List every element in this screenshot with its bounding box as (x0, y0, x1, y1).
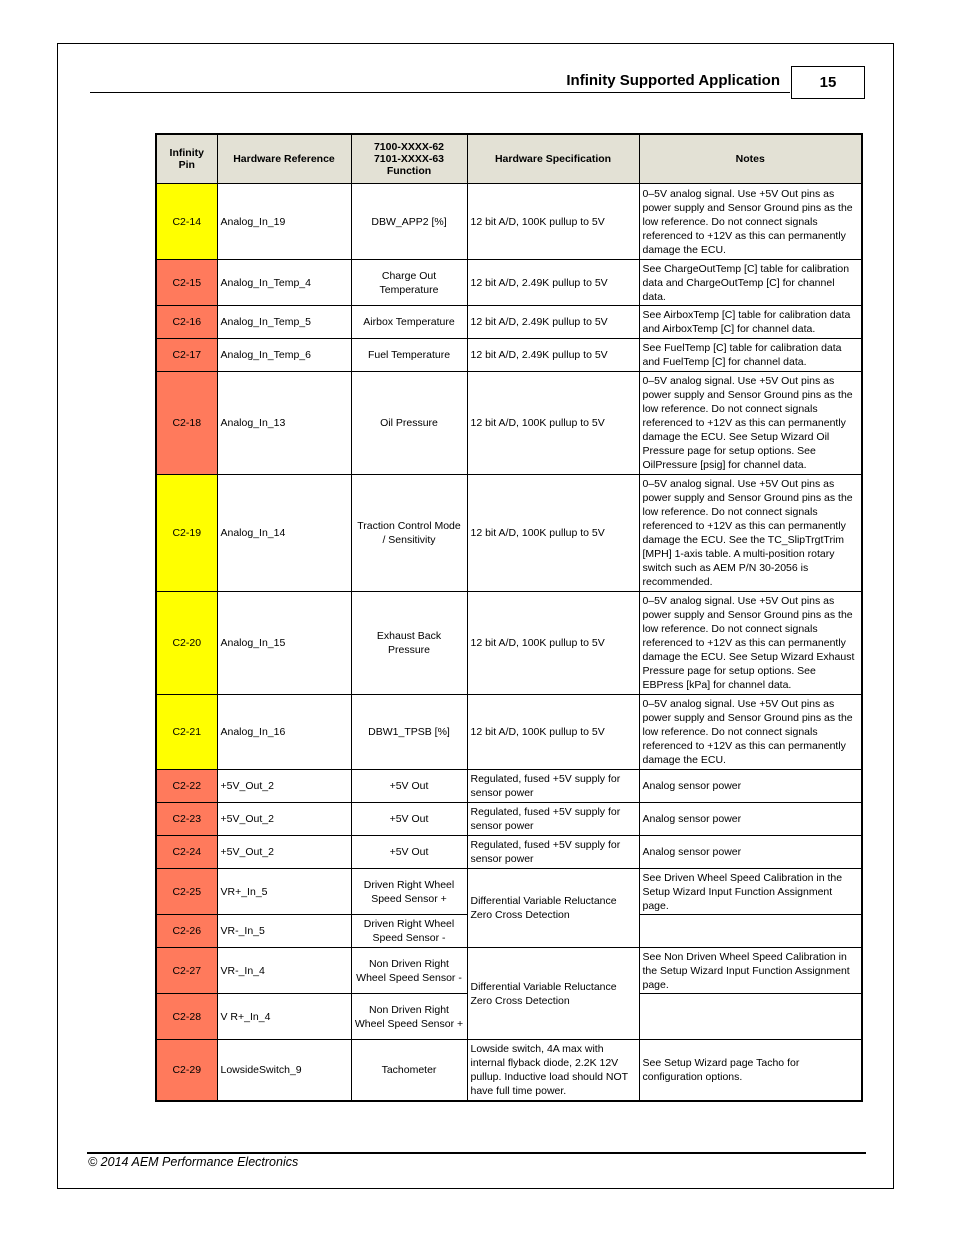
pin-cell: C2-22 (156, 770, 217, 803)
notes-cell: 0–5V analog signal. Use +5V Out pins as power supply and Sensor Ground pins as the low reference. Do not connect signals referenced to +12V as this can permanently damage the ECU. See Setup Wizard Oil Pressure page for setup options. See OilPressure [psig] for channel data. (639, 372, 862, 475)
hardware-specification-cell: 12 bit A/D, 100K pullup to 5V (467, 592, 639, 695)
hardware-reference-cell: VR+_In_5 (217, 869, 351, 915)
notes-cell: See Non Driven Wheel Speed Calibration in the Setup Wizard Input Function Assignment page. (639, 948, 862, 994)
hardware-reference-cell: LowsideSwitch_9 (217, 1040, 351, 1101)
pin-cell: C2-29 (156, 1040, 217, 1101)
header-hardware-reference: Hardware Reference (217, 134, 351, 184)
hardware-reference-cell: Analog_In_13 (217, 372, 351, 475)
function-cell: Exhaust Back Pressure (351, 592, 467, 695)
hardware-reference-cell: VR-_In_5 (217, 915, 351, 948)
hardware-reference-cell: Analog_In_15 (217, 592, 351, 695)
table-header-row (156, 134, 862, 184)
pin-assignment-table (155, 133, 863, 1102)
table-row (156, 184, 862, 260)
header-pin-line2: Pin (178, 159, 195, 171)
notes-cell (639, 915, 862, 948)
hardware-reference-cell: V R+_In_4 (217, 994, 351, 1040)
table-row (156, 836, 862, 869)
hardware-specification-cell: Differential Variable Reluctance Zero Cross Detection (467, 948, 639, 1040)
notes-cell (639, 994, 862, 1040)
function-cell: Airbox Temperature (351, 306, 467, 339)
header-infinity-pin (156, 134, 217, 184)
table-row (156, 869, 862, 915)
hardware-reference-cell: Analog_In_14 (217, 475, 351, 592)
pin-cell: C2-25 (156, 869, 217, 915)
notes-cell: 0–5V analog signal. Use +5V Out pins as power supply and Sensor Ground pins as the low reference. Do not connect signals referenced to +12V as this can permanently damage the ECU. (639, 184, 862, 260)
hardware-reference-cell: Analog_In_19 (217, 184, 351, 260)
header-function-line1: 7100-XXXX-62 (373, 141, 445, 153)
table-row (156, 695, 862, 770)
pin-cell: C2-27 (156, 948, 217, 994)
notes-cell: See Driven Wheel Speed Calibration in the Setup Wizard Input Function Assignment page. (639, 869, 862, 915)
pin-cell: C2-21 (156, 695, 217, 770)
hardware-specification-cell: Regulated, fused +5V supply for sensor power (467, 803, 639, 836)
pin-cell: C2-16 (156, 306, 217, 339)
hardware-specification-cell: 12 bit A/D, 100K pullup to 5V (467, 695, 639, 770)
header-notes: Notes (639, 134, 862, 184)
hardware-reference-cell: +5V_Out_2 (217, 803, 351, 836)
function-cell: +5V Out (351, 836, 467, 869)
hardware-specification-cell: Regulated, fused +5V supply for sensor power (467, 836, 639, 869)
table-row (156, 306, 862, 339)
notes-cell: See Setup Wizard page Tacho for configuration options. (639, 1040, 862, 1101)
function-cell: Oil Pressure (351, 372, 467, 475)
table-row (156, 948, 862, 994)
hardware-specification-cell: Lowside switch, 4A max with internal flyback diode, 2.2K 12V pullup. Inductive load should NOT have full time power. (467, 1040, 639, 1101)
footer-divider (87, 1152, 866, 1154)
hardware-specification-cell: Regulated, fused +5V supply for sensor power (467, 770, 639, 803)
notes-cell: Analog sensor power (639, 803, 862, 836)
function-cell: Tachometer (351, 1040, 467, 1101)
function-cell: Driven Right Wheel Speed Sensor + (351, 869, 467, 915)
notes-cell: 0–5V analog signal. Use +5V Out pins as power supply and Sensor Ground pins as the low reference. Do not connect signals referenced to +12V as this can permanently damage the ECU. See Setup Wizard Exhaust Pressure page for setup options. See EBPress [kPa] for channel data. (639, 592, 862, 695)
function-cell: +5V Out (351, 803, 467, 836)
pin-cell: C2-26 (156, 915, 217, 948)
function-cell: DBW_APP2 [%] (351, 184, 467, 260)
pin-cell: C2-20 (156, 592, 217, 695)
header-function (351, 134, 467, 184)
table-row (156, 339, 862, 372)
hardware-reference-cell: Analog_In_Temp_5 (217, 306, 351, 339)
page-header-title: Infinity Supported Application (566, 72, 780, 89)
function-cell: Charge Out Temperature (351, 260, 467, 306)
pin-cell: C2-18 (156, 372, 217, 475)
table-row (156, 372, 862, 475)
hardware-reference-cell: +5V_Out_2 (217, 836, 351, 869)
function-cell: Non Driven Right Wheel Speed Sensor + (351, 994, 467, 1040)
hardware-specification-cell: 12 bit A/D, 100K pullup to 5V (467, 475, 639, 592)
hardware-reference-cell: Analog_In_Temp_4 (217, 260, 351, 306)
pin-cell: C2-19 (156, 475, 217, 592)
function-cell: Fuel Temperature (351, 339, 467, 372)
table-row (156, 1040, 862, 1101)
notes-cell: See FuelTemp [C] table for calibration data and FuelTemp [C] for channel data. (639, 339, 862, 372)
hardware-specification-cell: 12 bit A/D, 100K pullup to 5V (467, 372, 639, 475)
hardware-specification-cell: Differential Variable Reluctance Zero Cross Detection (467, 869, 639, 948)
notes-cell: See ChargeOutTemp [C] table for calibration data and ChargeOutTemp [C] for channel data. (639, 260, 862, 306)
header-function-line3: Function (386, 165, 432, 177)
hardware-specification-cell: 12 bit A/D, 100K pullup to 5V (467, 184, 639, 260)
notes-cell: Analog sensor power (639, 836, 862, 869)
pin-cell: C2-23 (156, 803, 217, 836)
table-row (156, 803, 862, 836)
pin-cell: C2-14 (156, 184, 217, 260)
pin-cell: C2-28 (156, 994, 217, 1040)
hardware-reference-cell: +5V_Out_2 (217, 770, 351, 803)
notes-cell: See AirboxTemp [C] table for calibration data and AirboxTemp [C] for channel data. (639, 306, 862, 339)
notes-cell: Analog sensor power (639, 770, 862, 803)
table-row (156, 475, 862, 592)
hardware-reference-cell: Analog_In_16 (217, 695, 351, 770)
table-row (156, 770, 862, 803)
pin-cell: C2-15 (156, 260, 217, 306)
hardware-reference-cell: Analog_In_Temp_6 (217, 339, 351, 372)
table-row (156, 260, 862, 306)
footer-copyright: © 2014 AEM Performance Electronics (88, 1155, 299, 1169)
notes-cell: 0–5V analog signal. Use +5V Out pins as power supply and Sensor Ground pins as the low reference. Do not connect signals referenced to +12V as this can permanently damage the ECU. (639, 695, 862, 770)
pin-cell: C2-17 (156, 339, 217, 372)
header-pin-line1: Infinity (169, 147, 204, 159)
notes-cell: 0–5V analog signal. Use +5V Out pins as power supply and Sensor Ground pins as the low reference. Do not connect signals referenced to +12V as this can permanently damage the ECU. See the TC_SlipTrgtTrim [MPH] 1-axis table. A multi-position rotary switch such as AEM P/N 30-2056 is recommended. (639, 475, 862, 592)
hardware-specification-cell: 12 bit A/D, 2.49K pullup to 5V (467, 339, 639, 372)
pin-cell: C2-24 (156, 836, 217, 869)
function-cell: Driven Right Wheel Speed Sensor - (351, 915, 467, 948)
hardware-reference-cell: VR-_In_4 (217, 948, 351, 994)
function-cell: Traction Control Mode / Sensitivity (351, 475, 467, 592)
function-cell: DBW1_TPSB [%] (351, 695, 467, 770)
header-hardware-specification: Hardware Specification (467, 134, 639, 184)
page-number: 15 (791, 66, 865, 99)
header-function-line2: 7101-XXXX-63 (373, 153, 445, 165)
function-cell: Non Driven Right Wheel Speed Sensor - (351, 948, 467, 994)
hardware-specification-cell: 12 bit A/D, 2.49K pullup to 5V (467, 306, 639, 339)
table-row (156, 592, 862, 695)
function-cell: +5V Out (351, 770, 467, 803)
hardware-specification-cell: 12 bit A/D, 2.49K pullup to 5V (467, 260, 639, 306)
header-divider (90, 92, 790, 93)
